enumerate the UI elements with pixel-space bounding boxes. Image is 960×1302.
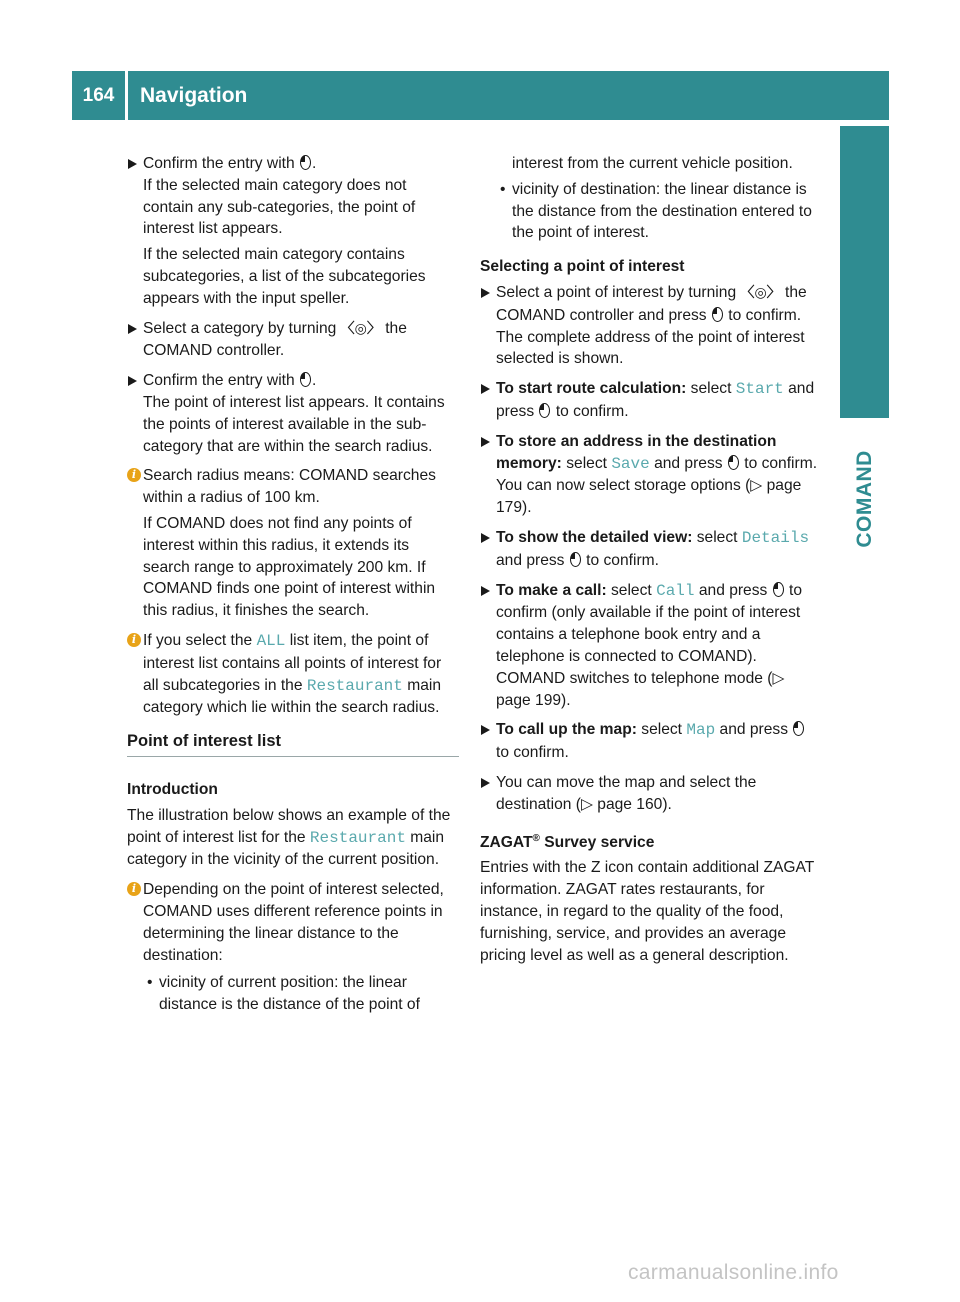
right-column: [480, 153, 820, 966]
side-tab-label: COMAND: [852, 450, 876, 548]
controller-press-icon: [712, 307, 723, 322]
subheading-selecting-poi: Selecting a point of interest: [480, 258, 685, 276]
info-icon: i: [127, 633, 141, 647]
bullet-continuation: interest from the current vehicle position.: [512, 155, 793, 172]
step-select-poi: Select a point of interest by turning 〈◎〉 the COMAND controller and press to confirm. The complete address of the point of interest selected is shown.: [480, 282, 820, 370]
info-icon: i: [127, 882, 141, 896]
controller-press-icon: [539, 403, 550, 418]
controller-press-icon: [300, 155, 311, 170]
info-reference-points: i Depending on the point of interest selected, COMAND uses different reference points in determining the linear distance to the destination: • vicinity of current position: the linear distance is the distance of the point of: [127, 879, 459, 1016]
zagat-paragraph: Entries with the Z icon contain additional ZAGAT information. ZAGAT rates restaurants, for instance, in regard to the quality of the food, furnishing, service, and provides an average pricing level as well as a general description.: [480, 859, 814, 964]
chapter-title: Navigation: [128, 71, 889, 120]
step-confirm-entry-1: Confirm the entry with . If the selected main category does not contain any sub-categories, the point of interest list appears. If the selected main category contains subcategories, a list of the subcategories appears with the input speller.: [127, 153, 459, 310]
page-number: 164: [72, 71, 125, 120]
controller-press-icon: [773, 582, 784, 597]
section-heading: Point of interest list: [127, 731, 459, 757]
controller-press-icon: [793, 721, 804, 736]
controller-press-icon: [728, 455, 739, 470]
info-all-list-item: i If you select the ALL list item, the point of interest list contains all points of interest for all subcategories in the Restaurant main category which lie within the search radius.: [127, 630, 459, 719]
step-call-map: To call up the map: select Map and press to confirm.: [480, 719, 820, 764]
step-make-call: To make a call: select Call and press to confirm (only available if the point of interest contains a telephone book entry and a telephone is connected to COMAND). COMAND switches to telephone mode (▷ page 199).: [480, 580, 820, 712]
controller-turn-icon: 〈◎〉: [340, 320, 381, 337]
list-item: • vicinity of current position: the linear distance is the distance of the point of: [143, 972, 459, 1016]
controller-turn-icon: 〈◎〉: [740, 284, 781, 301]
left-column: [127, 153, 459, 1024]
step-confirm-entry-2: Confirm the entry with . The point of interest list appears. It contains the points of interest available in the sub-category that are within the search radius.: [127, 370, 459, 457]
list-item: • vicinity of destination: the linear distance is the distance from the destination entered to the point of interest.: [496, 179, 820, 244]
footer-watermark: carmanualsonline.info: [628, 1261, 839, 1284]
subheading-introduction: Introduction: [127, 780, 218, 798]
subheading-zagat: ZAGAT® Survey service: [480, 832, 655, 851]
step-move-map: You can move the map and select the destination (▷ page 160).: [480, 772, 820, 816]
step-detailed-view: To show the detailed view: select Details and press to confirm.: [480, 527, 820, 572]
controller-press-icon: [570, 552, 581, 567]
step-store-address: To store an address in the destination memory: select Save and press to confirm. You can now select storage options (▷ page 179).: [480, 431, 820, 519]
step-start-route: To start route calculation: select Start and press to confirm.: [480, 378, 820, 423]
info-icon: i: [127, 468, 141, 482]
side-tab-block: [840, 126, 889, 418]
info-search-radius: i Search radius means: COMAND searches within a radius of 100 km. If COMAND does not find any points of interest within this radius, it extends its search range to approximately 200 km. If COMAND finds one point of interest within this radius, it finishes the search.: [127, 465, 459, 622]
controller-press-icon: [300, 372, 311, 387]
side-tab: [840, 424, 889, 574]
intro-paragraph: The illustration below shows an example of the point of interest list for the Restaurant main category in the vicinity of the current position.: [127, 806, 451, 869]
step-select-category: Select a category by turning 〈◎〉 the COMAND controller.: [127, 318, 459, 363]
